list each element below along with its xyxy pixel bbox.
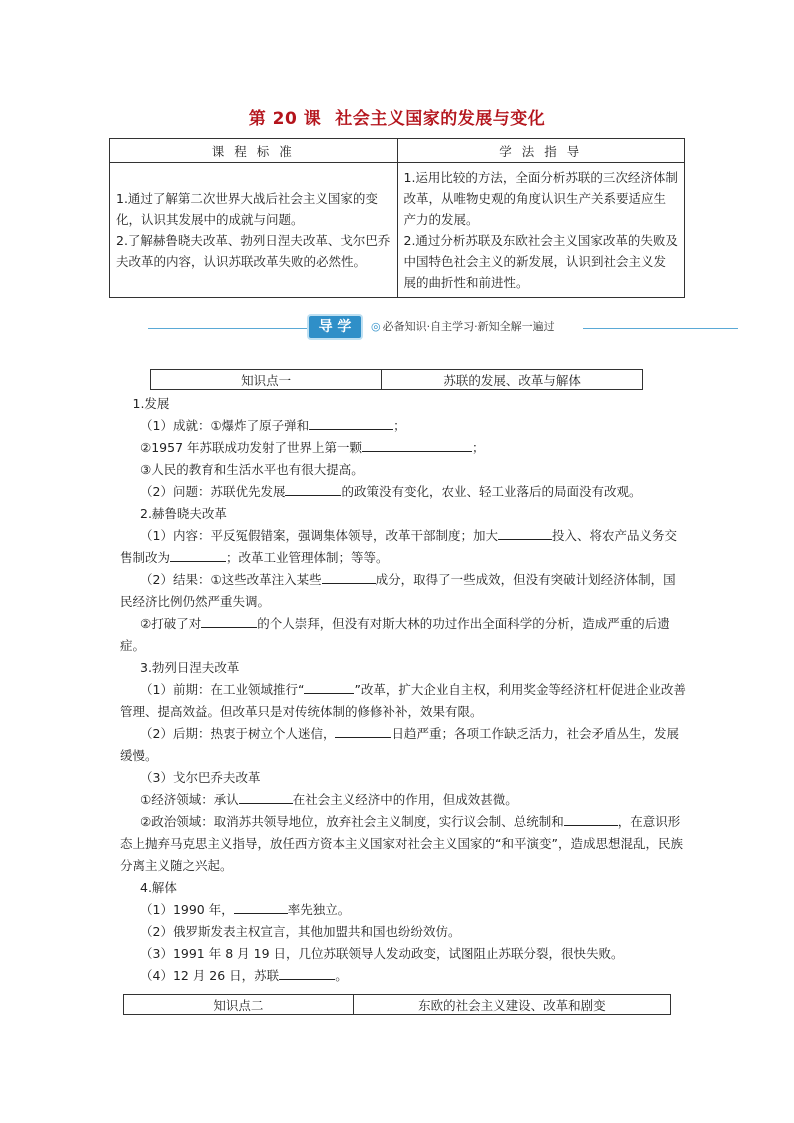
text-line: （1）1990 年， 率先独立。 bbox=[120, 899, 686, 921]
standard-item: 1.通过了解第二次世界大战后社会主义国家的变化，认识其发展中的成就与问题。 bbox=[116, 191, 378, 227]
fill-blank[interactable] bbox=[234, 899, 288, 914]
bullet-icon: ◎ bbox=[371, 320, 381, 333]
fill-blank[interactable] bbox=[279, 965, 335, 980]
guide-divider-right bbox=[583, 328, 738, 329]
text-line: （4）12 月 26 日，苏联 。 bbox=[120, 965, 686, 987]
course-standard-header: 课 程 标 准 bbox=[110, 139, 398, 163]
text-line: ②政治领域：取消苏共领导地位，放弃社会主义制度，实行议会制、总统制和 ，在意识形态上抛弃马克思主义指导，放任西方资本主义国家对社会主义国家的“和平演变”，造成思想混乱，民族分离主义随之兴起。 bbox=[120, 811, 686, 877]
text-line: （1）前期：在工业领域推行“ ”改革，扩大企业自主权，利用奖金等经济杠杆促进企业改善管理、提高效益。但改革只是对传统体制的修修补补，效果有限。 bbox=[120, 679, 686, 723]
kp2-label: 知识点二 bbox=[124, 995, 354, 1015]
fill-blank[interactable] bbox=[498, 525, 552, 540]
text-line: （2）问题：苏联优先发展 的政策没有变化，农业、轻工业落后的局面没有改观。 bbox=[120, 481, 686, 503]
fill-blank[interactable] bbox=[309, 415, 393, 430]
kp1-topic: 苏联的发展、改革与解体 bbox=[382, 370, 643, 390]
guide-badge: 导 学 bbox=[309, 316, 361, 338]
kp1-label: 知识点一 bbox=[151, 370, 382, 390]
fill-blank[interactable] bbox=[239, 789, 293, 804]
text-line: ③人民的教育和生活水平也有很大提高。 bbox=[140, 462, 364, 477]
guide-item: 2.通过分析苏联及东欧社会主义国家改革的失败及中国特色社会主义的新发展，认识到社会主义发展的曲折性和前进性。 bbox=[403, 233, 678, 290]
fill-blank[interactable] bbox=[564, 811, 618, 826]
fill-blank[interactable] bbox=[362, 437, 472, 452]
text-line: ②打破了对 的个人崇拜，但没有对斯大林的功过作出全面科学的分析，造成严重的后遗症。 bbox=[120, 613, 686, 657]
text-line: （2）俄罗斯发表主权宣言，其他加盟共和国也纷纷效仿。 bbox=[140, 924, 461, 939]
course-standard-cell bbox=[110, 163, 398, 298]
text-line: ①经济领域：承认 在社会主义经济中的作用，但成效甚微。 bbox=[120, 789, 686, 811]
knowledge-point-1-header bbox=[150, 369, 643, 390]
text-line: （1）成就：①爆炸了原子弹和 ； bbox=[120, 415, 686, 437]
lesson-name: 社会主义国家的发展与变化 bbox=[335, 109, 546, 129]
section-heading: 3.勃列日涅夫改革 bbox=[140, 660, 240, 675]
text-line: （3）1991 年 8 月 19 日，几位苏联领导人发动政变，试图阻止苏联分裂，很快失败。 bbox=[140, 946, 624, 961]
kp2-topic: 东欧的社会主义建设、改革和剧变 bbox=[353, 995, 670, 1015]
section-heading: 4.解体 bbox=[140, 880, 177, 895]
lesson-number: 第 20 课 bbox=[248, 109, 322, 129]
fill-blank[interactable] bbox=[322, 569, 376, 584]
section-heading: 2.赫鲁晓夫改革 bbox=[140, 506, 227, 521]
study-guide-header: 学 法 指 导 bbox=[397, 139, 685, 163]
guide-item: 1.运用比较的方法，全面分析苏联的三次经济体制改革，从唯物史观的角度认识生产关系要适应生产力的发展。 bbox=[403, 170, 678, 227]
knowledge-point-2-header bbox=[123, 994, 671, 1015]
fill-blank[interactable] bbox=[285, 481, 341, 496]
fill-blank[interactable] bbox=[304, 679, 354, 694]
standard-item: 2.了解赫鲁晓夫改革、勃列日涅夫改革、戈尔巴乔夫改革的内容，认识苏联改革失败的必然性。 bbox=[116, 233, 391, 269]
text-line: （3）戈尔巴乔夫改革 bbox=[140, 770, 261, 785]
knowledge-point-1-content bbox=[120, 393, 686, 987]
fill-blank[interactable] bbox=[170, 547, 226, 562]
text-line: （2）结果：①这些改革注入某些 成分，取得了一些成效，但没有突破计划经济体制，国民经济比例仍然严重失调。 bbox=[120, 569, 686, 613]
section-heading: 1.发展 bbox=[132, 396, 170, 411]
lesson-title bbox=[0, 104, 794, 129]
fill-blank[interactable] bbox=[201, 613, 257, 628]
guide-subtitle-text: 必备知识·自主学习·新知全解一遍过 bbox=[382, 320, 555, 333]
guide-subtitle bbox=[367, 319, 559, 335]
text-line: ②1957 年苏联成功发射了世界上第一颗 ； bbox=[120, 437, 686, 459]
standards-table bbox=[109, 138, 685, 298]
guide-divider-left bbox=[148, 328, 309, 329]
fill-blank[interactable] bbox=[335, 723, 391, 738]
study-guide-cell bbox=[397, 163, 685, 298]
text-line: （1）内容：平反冤假错案，强调集体领导，改革干部制度；加大 投入、将农产品义务交售制改为 ；改革工业管理体制；等等。 bbox=[120, 525, 686, 569]
text-line: （2）后期：热衷于树立个人迷信， 日趋严重；各项工作缺乏活力，社会矛盾丛生，发展缓慢。 bbox=[120, 723, 686, 767]
